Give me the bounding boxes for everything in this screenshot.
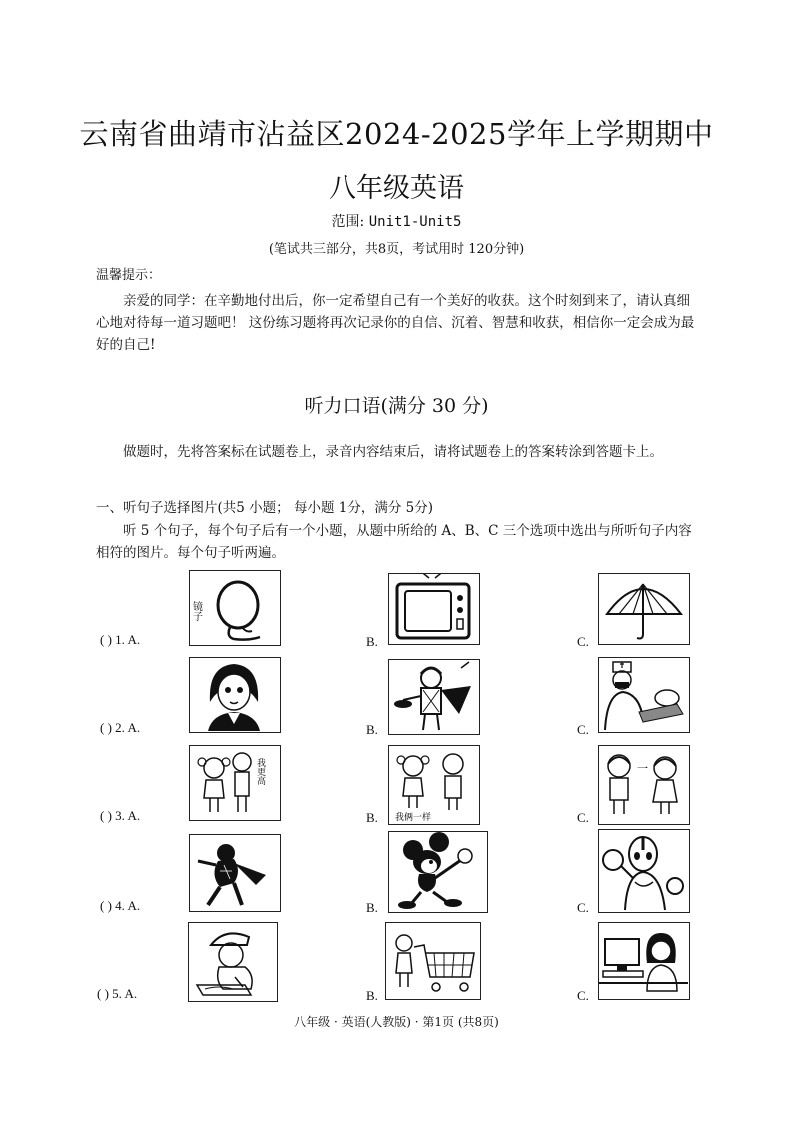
same-hand-text: 我俩一样 bbox=[395, 813, 432, 823]
exam-title-line1: 云南省曲靖市沾益区2024-2025学年上学期期中 bbox=[79, 117, 714, 151]
woman-portrait-picture[interactable] bbox=[189, 657, 281, 733]
question-1-b: B. bbox=[366, 634, 378, 649]
question-5-b: B. bbox=[366, 988, 378, 1003]
question-4-c: C. bbox=[577, 900, 589, 915]
section-title: 听力口语(满分 30 分) bbox=[304, 395, 489, 417]
girl-boy-same-picture[interactable] bbox=[388, 745, 480, 825]
section-instruction: 做题时，先将答案标在试题卷上，录音内容结束后，请将试题卷上的答案转涂到答题卡上。 bbox=[123, 444, 663, 460]
mickey-mouse-picture[interactable] bbox=[388, 831, 488, 913]
page-footer: 八年级 · 英语(人教版) · 第1页 (共8页) bbox=[294, 1015, 499, 1029]
girl-computer-picture[interactable] bbox=[598, 922, 690, 1000]
mirror-picture[interactable] bbox=[189, 570, 281, 646]
part1-text: 听 5 个句子，每个句子后有一个小题，从题中所给的 A、B、C 三个选项中选出与所听句子内容相符的图片。每个句子听两遍。 bbox=[96, 523, 692, 561]
doctor-picture[interactable] bbox=[598, 657, 690, 733]
question-3-b: B. bbox=[366, 810, 378, 825]
question-1-label: ( ) 1. A. bbox=[100, 632, 141, 647]
question-2-label: ( ) 2. A. bbox=[100, 720, 141, 735]
umbrella-picture[interactable] bbox=[598, 573, 690, 645]
question-5-c: C. bbox=[577, 988, 589, 1003]
girl-writing-picture[interactable] bbox=[188, 922, 278, 1002]
question-3-label: ( ) 3. A. bbox=[100, 808, 141, 823]
scope-label: 范围: bbox=[331, 214, 365, 230]
exam-note: (笔试共三部分，共8页，考试用时 120分钟) bbox=[268, 242, 525, 257]
magician-picture[interactable] bbox=[388, 659, 480, 735]
scope-value: Unit1-Unit5 bbox=[368, 214, 462, 230]
question-1-c: C. bbox=[577, 634, 589, 649]
question-2-c: C. bbox=[577, 722, 589, 737]
part1-title: 一、听句子选择图片(共5 小题； 每小题 1分，满分 5分) bbox=[96, 500, 433, 516]
mirror-hand-text: 镜子 bbox=[190, 601, 202, 621]
exam-scope bbox=[0, 211, 793, 231]
superhero-picture[interactable] bbox=[598, 829, 690, 913]
exam-title-line2: 八年级英语 bbox=[329, 173, 464, 204]
boy-girl-heights-picture[interactable] bbox=[598, 745, 690, 825]
question-3-c: C. bbox=[577, 810, 589, 825]
tips-label: 温馨提示： bbox=[96, 268, 162, 283]
question-4-b: B. bbox=[366, 900, 378, 915]
question-2-b: B. bbox=[366, 722, 378, 737]
girl-boy-taller-picture[interactable] bbox=[189, 745, 281, 821]
tv-picture[interactable] bbox=[388, 573, 480, 645]
tips-text: 亲爱的同学：在辛勤地付出后，你一定希望自己有一个美好的收获。这个时刻到来了，请认真细心地对待每一道习题吧！ 这份练习题将再次记录你的自信、沉着、智慧和收获，相信你一定会成为最好的自己! bbox=[96, 293, 695, 353]
spiderman-picture[interactable] bbox=[189, 834, 281, 912]
heights-hand-text: 一 bbox=[637, 762, 648, 775]
girl-shopping-picture[interactable] bbox=[385, 922, 481, 1000]
taller-hand-text: 我更高 bbox=[255, 758, 265, 785]
question-4-label: ( ) 4. A. bbox=[100, 898, 141, 913]
question-5-label: ( ) 5. A. bbox=[97, 986, 138, 1001]
